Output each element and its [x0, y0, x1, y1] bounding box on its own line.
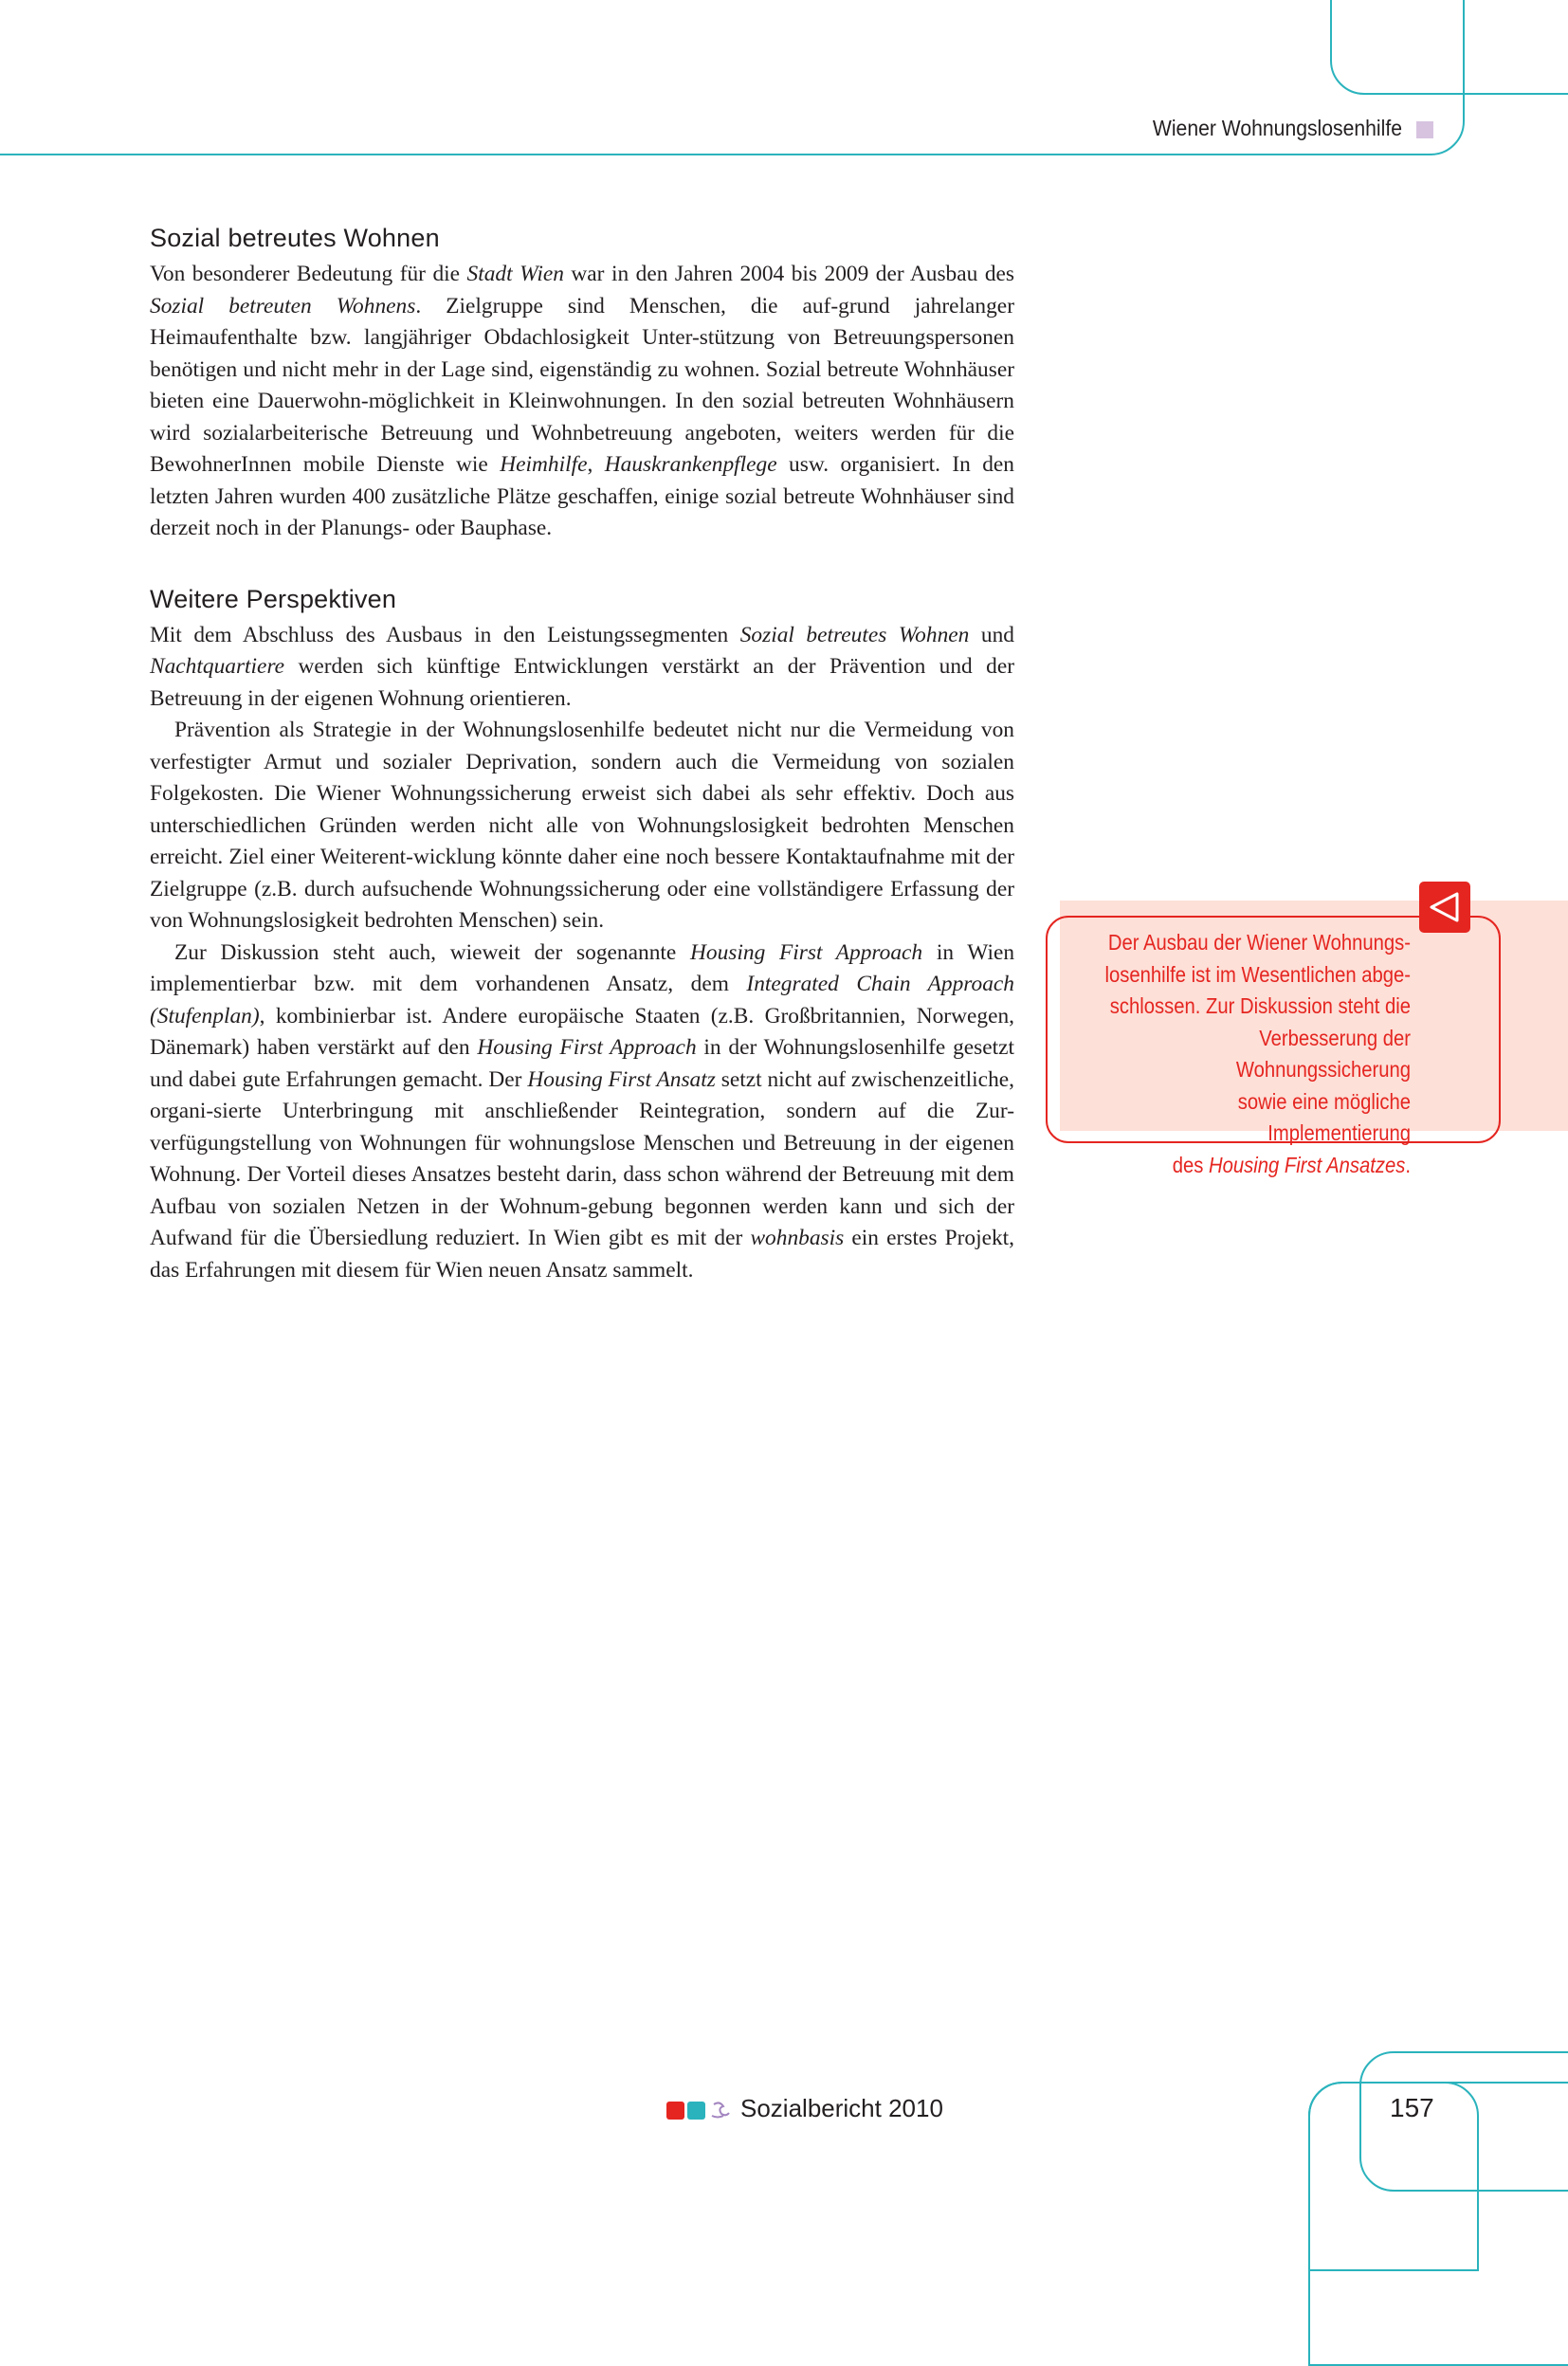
footer-publication-title: Sozialbericht 2010	[740, 2094, 943, 2122]
body-paragraph	[150, 715, 1014, 937]
text-run: setzt nicht auf zwischenzeitliche, organi-sierte Unterbringung mit anschließender Reintegration, sondern auf die Zur-verfügungstellung von Wohnungen für wohnungslose Menschen und Betreuung in der eigenen Wohnung. Der Vorteil dieses Ansatzes besteht darin, dass schon während der Betreuung mit dem Aufbau von sozialen Netzen in der Wohnum-gebung begonnen werden kann und sich der Aufwand für die Übersiedlung reduziert. In Wien gibt es mit der	[150, 1066, 1014, 1250]
italic-term: Nachtquartiere	[150, 654, 285, 679]
triangle-left-icon	[1419, 882, 1470, 933]
text-run: losenhilfe ist im Wesentlichen abge-	[1104, 961, 1411, 987]
page-number: 157	[1390, 2093, 1434, 2122]
text-run: usw. organisiert. In den letzten Jahren wurden 400 zusätzliche Plätze geschaffen, einige sozial betreute Wohnhäuser sind derzeit noch in der Planungs- oder Bauphase.	[150, 452, 1014, 540]
margin-note-line	[1095, 927, 1411, 959]
italic-term: Housing First Ansatzes	[1209, 1152, 1406, 1177]
main-text-column	[150, 224, 1014, 1286]
italic-term: wohnbasis	[750, 1226, 845, 1250]
italic-term: Stadt Wien	[466, 262, 564, 286]
section-heading: Sozial betreutes Wohnen	[150, 224, 440, 252]
text-run: Verbesserung der Wohnungssicherung	[1235, 1025, 1411, 1082]
text-run: .	[1405, 1152, 1411, 1177]
section-heading: Weitere Perspektiven	[150, 584, 397, 613]
text-run: ein erstes Projekt, das Erfahrungen mit diesem für Wien neuen Ansatz sammelt.	[150, 1226, 1015, 1283]
text-run: , kombinierbar ist. Andere europäische Staaten (z.B. Großbritannien, Norwegen, Dänemark) haben verstärkt auf den	[150, 1003, 1014, 1060]
italic-term: Sozial betreutes Wohnen	[739, 622, 970, 647]
section	[150, 224, 1014, 545]
italic-term: Sozial betreuten Wohnens	[150, 293, 416, 318]
body-paragraph	[150, 620, 1014, 716]
running-header-title: Wiener Wohnungslosenhilfe	[1152, 116, 1402, 140]
section	[150, 585, 1014, 1287]
margin-note-line	[1095, 1023, 1411, 1086]
text-run: Zur Diskussion steht auch, wieweit der sogenannte	[174, 939, 690, 965]
italic-term: Integrated Chain Approach (Stufenplan)	[150, 972, 1014, 1028]
italic-term: Housing First Approach	[689, 939, 923, 965]
italic-term: Hauskrankenpflege	[604, 452, 777, 477]
margin-note-line	[1095, 1150, 1411, 1182]
text-run: und	[969, 622, 1014, 647]
text-run: in Wien implementierbar bzw. mit dem vorhandenen Ansatz, dem	[150, 939, 1015, 996]
margin-note-line	[1095, 991, 1411, 1023]
italic-term: Heimhilfe	[500, 452, 588, 477]
text-run: ,	[587, 452, 605, 477]
margin-note-marker	[1419, 882, 1470, 933]
header-square-marker	[1416, 121, 1433, 138]
margin-note-line	[1095, 959, 1411, 992]
text-run: werden sich künftige Entwicklungen verstärkt an der Prävention und der Betreuung in der eigenen Wohnung orientieren.	[150, 654, 1014, 711]
italic-term: Housing First Approach	[477, 1035, 697, 1060]
logo-square-teal	[687, 2102, 705, 2120]
text-run: war in den Jahren 2004 bis 2009 der Ausbau des	[563, 262, 1015, 286]
logo-figure	[712, 2102, 729, 2117]
text-run: . Zielgruppe sind Menschen, die auf-grund jahrelanger Heimaufenthalte bzw. langjähriger Obdachlosigkeit Unter-stützung von Betreuungspersonen benötigen und nicht mehr in der Lage sind, eigenständig zu wohnen. Sozial betreute Wohnhäuser bieten eine Dauerwohn-möglichkeit in Kleinwohnungen. In den sozial betreuten Wohnhäusern wird sozialarbeiterische Betreuung und Wohnbetreuung angeboten, weiters werden für die BewohnerInnen mobile Dienste wie	[150, 293, 1014, 477]
text-run: Mit dem Abschluss des Ausbaus in den Leistungssegmenten	[150, 622, 740, 647]
text-run: Der Ausbau der Wiener Wohnungs-	[1107, 930, 1411, 955]
italic-term: Housing First Ansatz	[527, 1066, 716, 1092]
body-paragraph	[150, 259, 1014, 545]
text-run: des	[1172, 1152, 1210, 1177]
margin-note-line	[1095, 1086, 1411, 1150]
text-run: in der Wohnungslosenhilfe gesetzt und dabei gute Erfahrungen gemacht. Der	[150, 1035, 1015, 1092]
header-frame-right	[1330, 0, 1568, 95]
text-run: sowie eine mögliche Implementierung	[1237, 1088, 1411, 1145]
logo-square-red	[666, 2102, 684, 2120]
text-run: Prävention als Strategie in der Wohnungslosenhilfe bedeutet nicht nur die Vermeidung von verfestigter Armut und sozialer Deprivation, sondern auch die Vermeidung von sozialen Folgekosten. Die Wiener Wohnungssicherung erweist sich dabei als sehr effektiv. Doch aus unterschiedlichen Gründen werden nicht alle von Wohnungslosigkeit bedrohten Menschen erreicht. Ziel einer Weiterent-wicklung könnte daher eine noch bessere Kontaktaufnahme mit der Zielgruppe (z.B. durch aufsuchende Wohnungssicherung oder eine vollständigere Erfassung der von Wohnungslosigkeit bedrohten Menschen) sein.	[150, 718, 1014, 933]
publication-logo	[666, 2099, 731, 2126]
text-run: schlossen. Zur Diskussion steht die	[1109, 993, 1411, 1018]
text-run: Von besonderer Bedeutung für die	[150, 262, 467, 286]
margin-note-text	[1095, 927, 1411, 1181]
body-paragraph	[150, 937, 1014, 1287]
